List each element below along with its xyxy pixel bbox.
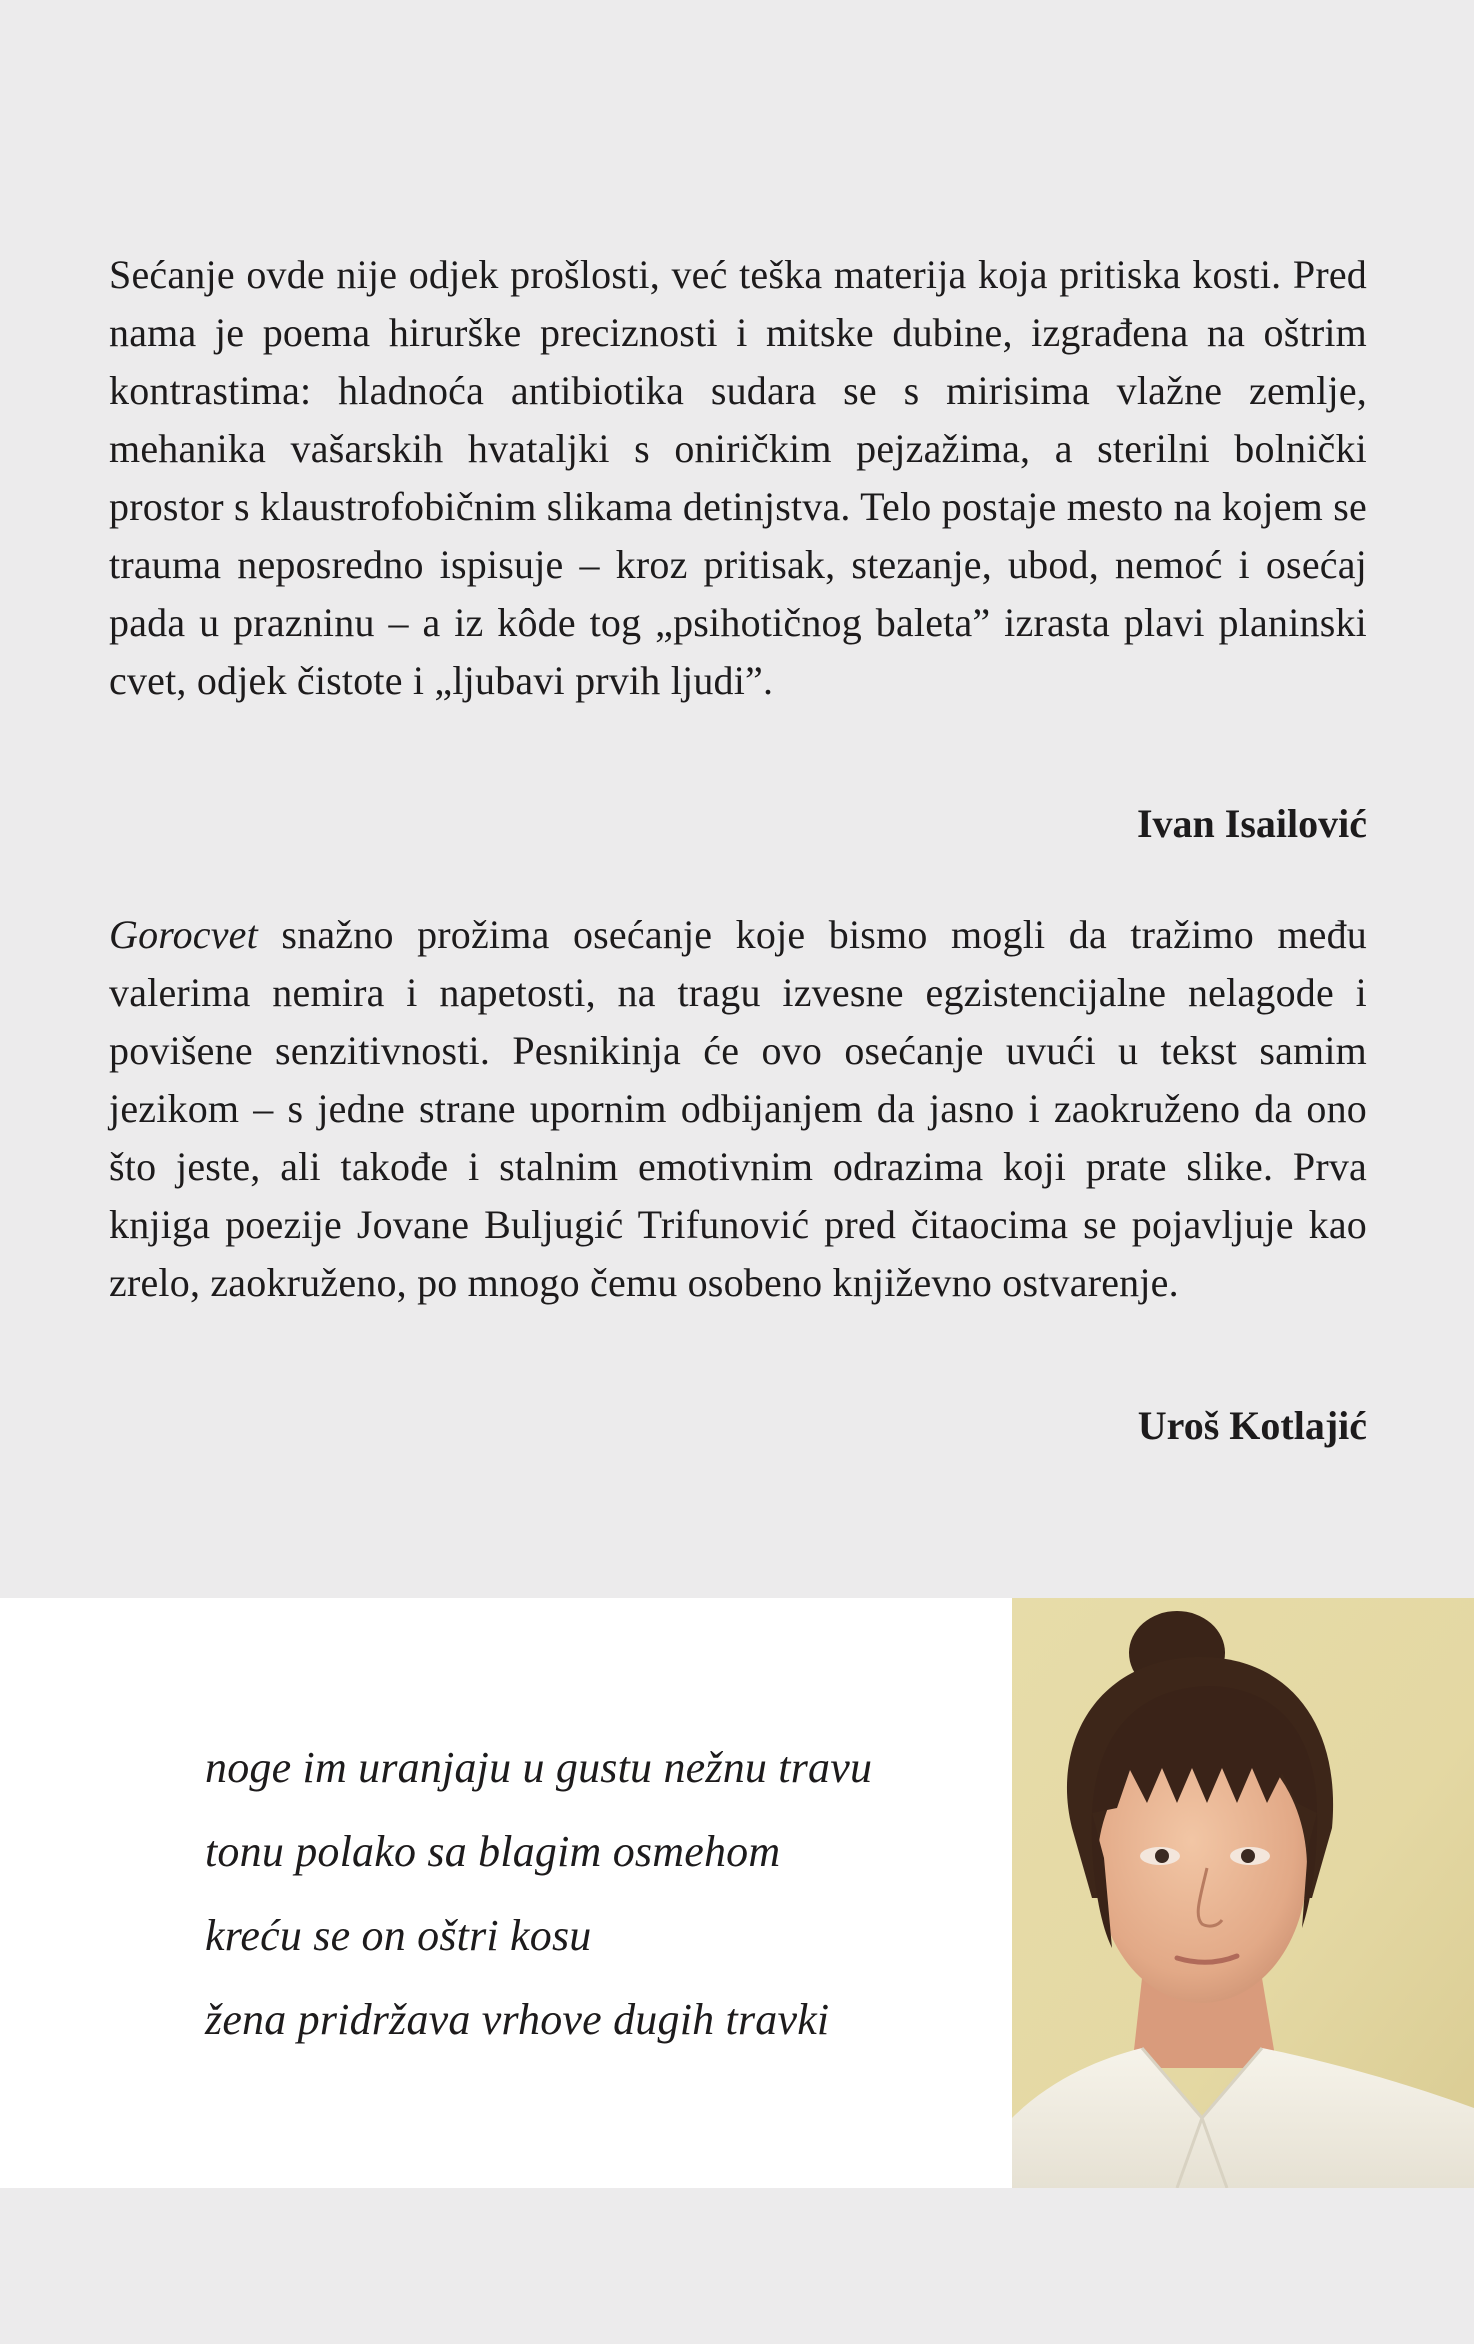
author-portrait [1012,1598,1474,2188]
review-2-author: Uroš Kotlajić [1137,1403,1367,1448]
review-1-text: Sećanje ovde nije odjek prošlosti, već teška materija koja pritiska kosti. Pred nama je poema hirurške preciznosti i mitske dubine, izgrađena na oštrim kontrastima: hladnoća antibiotika sudara se s mirisima vlažne zemlje, mehanika vašarskih hvataljki s oniričkim pejzažima, a sterilni bolnički prostor s klaustrofobičnim slikama detinjstva. Telo postaje mesto na kojem se trauma neposredno ispisuje – kroz pritisak, stezanje, ubod, nemoć i osećaj pada u prazninu – a iz kôde tog „psihotičnog baleta” izrasta plavi planinski cvet, odjek čistote i „ljubavi prvih ljudi”. [109,252,1367,703]
review-2 [109,906,1367,1312]
review-2-text [109,906,1367,1312]
review-1 [109,246,1367,710]
review-2-body: snažno prožima osećanje koje bismo mogli da tražimo među valerima nemira i napetosti, na tragu izvesne egzistencijalne nelagode i povišene senzitivnosti. Pesnikinja će ovo osećanje uvući u tekst samim jezikom – s jedne strane upornim odbijanjem da jasno i zaokruženo da ono što jeste, ali takođe i stalnim emotivnim odrazima koji prate slike. Prva knjiga poezije Jovane Buljugić Trifunović pred čitaocima se pojavljuje kao zrelo, zaokruženo, po mnogo čemu osobeno književno ostvarenje. [109,912,1367,1305]
review-1-author: Ivan Isailović [1136,801,1367,846]
poem-line: žena pridržava vrhove dugih travki [205,1995,830,2044]
poem-line: kreću se on oštri kosu [205,1911,592,1960]
poem-line: noge im uranjaju u gustu nežnu travu [205,1743,873,1792]
book-title: Gorocvet [109,912,258,957]
poem-line: tonu polako sa blagim osmehom [205,1827,781,1876]
poem-excerpt [205,1740,872,2076]
